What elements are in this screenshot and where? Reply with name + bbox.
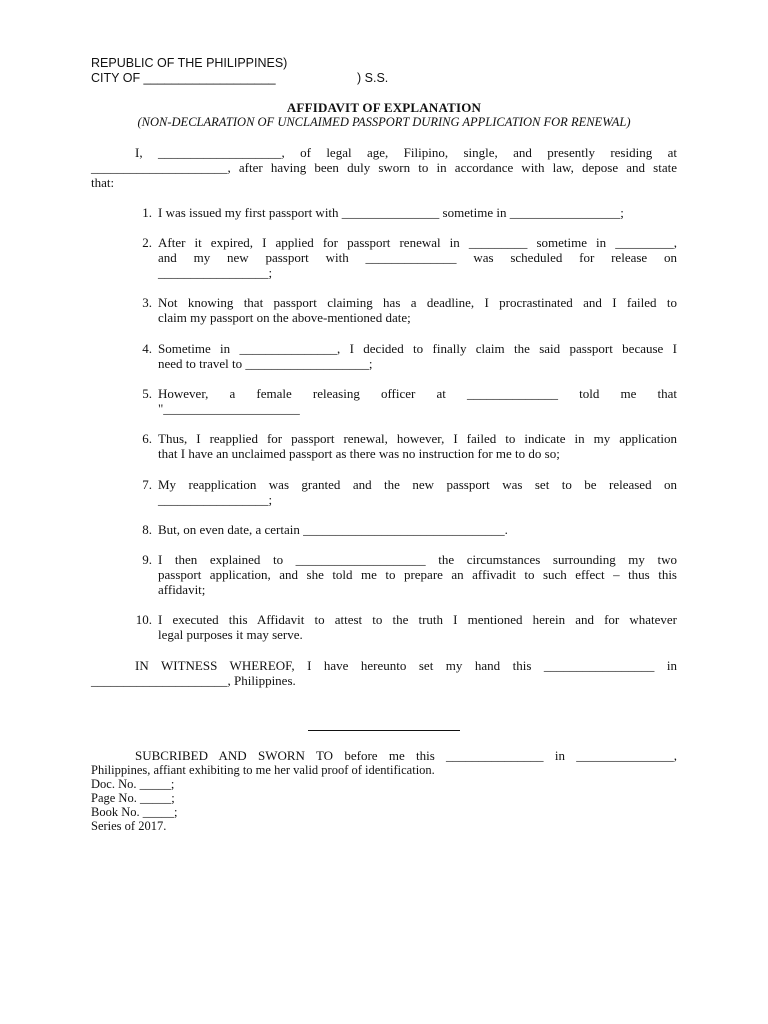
notary-page-no: Page No. _____; [91, 791, 175, 805]
witness-paragraph [91, 658, 677, 688]
item-number: 10. [135, 612, 152, 627]
item-number: 5. [142, 386, 152, 401]
item-text-line: claim my passport on the above-mentioned date; [158, 310, 411, 325]
item-number: 7. [142, 477, 152, 492]
item-text-line: and my new passport with ______________ was scheduled for release on [158, 250, 677, 265]
notary-book-no: Book No. _____; [91, 805, 178, 819]
item-number: 8. [142, 522, 152, 537]
subscribed-line-2: Philippines, affiant exhibiting to me her valid proof of identification. [91, 763, 435, 777]
intro-line-3: that: [91, 175, 115, 190]
intro-line-2: _____________________, after having been duly sworn to in accordance with law, depose and state [91, 160, 677, 175]
item-text-line: Sometime in _______________, I decided to finally claim the said passport because I [158, 341, 677, 356]
item-number: 1. [142, 205, 152, 220]
intro-paragraph [91, 145, 677, 190]
item-text-line: I then explained to ____________________ the circumstances surrounding my two [158, 552, 677, 567]
intro-line-1: I, ___________________, of legal age, Filipino, single, and presently residing at [135, 145, 677, 160]
item-text-line: I executed this Affidavit to attest to the truth I mentioned herein and for whatever [158, 612, 677, 627]
item-text-line: Thus, I reapplied for passport renewal, however, I failed to indicate in my application [158, 431, 677, 446]
item-text-line: "_____________________ [158, 401, 300, 416]
item-text-line: legal purposes it may serve. [158, 627, 303, 642]
item-text-line: But, on even date, a certain _______________________________. [158, 522, 508, 537]
item-text-line: need to travel to ___________________; [158, 356, 373, 371]
header-ss: ) S.S. [357, 71, 389, 85]
document-subtitle: (NON-DECLARATION OF UNCLAIMED PASSPORT DURING APPLICATION FOR RENEWAL) [137, 115, 631, 129]
signature-line [308, 730, 460, 731]
item-text-line: _________________; [158, 265, 273, 280]
item-number: 3. [142, 295, 152, 310]
witness-line-1: IN WITNESS WHEREOF, I have hereunto set my hand this _________________ in [135, 658, 677, 673]
item-text-line: However, a female releasing officer at ______________ told me that [158, 386, 677, 401]
item-number: 9. [142, 552, 152, 567]
item-number: 6. [142, 431, 152, 446]
item-text-line: I was issued my first passport with _______________ sometime in _________________; [158, 205, 624, 220]
item-text-line: affidavit; [158, 582, 206, 597]
document-title: AFFIDAVIT OF EXPLANATION [286, 100, 482, 115]
item-text-line: After it expired, I applied for passport renewal in _________ sometime in _________, [158, 235, 677, 250]
item-text-line: passport application, and she told me to prepare an affivadit to such effect – thus this [158, 567, 677, 582]
witness-line-2: _____________________, Philippines. [91, 673, 296, 688]
notary-series: Series of 2017. [91, 819, 167, 833]
item-text-line: My reapplication was granted and the new passport was set to be released on [158, 477, 677, 492]
item-number: 4. [142, 341, 152, 356]
header-republic: REPUBLIC OF THE PHILIPPINES) [91, 56, 288, 70]
item-text-line: that I have an unclaimed passport as there was no instruction for me to do so; [158, 446, 560, 461]
item-number: 2. [142, 235, 152, 250]
subscribed-line-1: SUBCRIBED AND SWORN TO before me this _______________ in _______________, [135, 748, 677, 763]
notary-doc-no: Doc. No. _____; [91, 777, 175, 791]
item-text-line: _________________; [158, 492, 273, 507]
subscribed-paragraph [91, 748, 677, 778]
header-city: CITY OF ___________________ [91, 71, 276, 85]
item-text-line: Not knowing that passport claiming has a deadline, I procrastinated and I failed to [158, 295, 677, 310]
